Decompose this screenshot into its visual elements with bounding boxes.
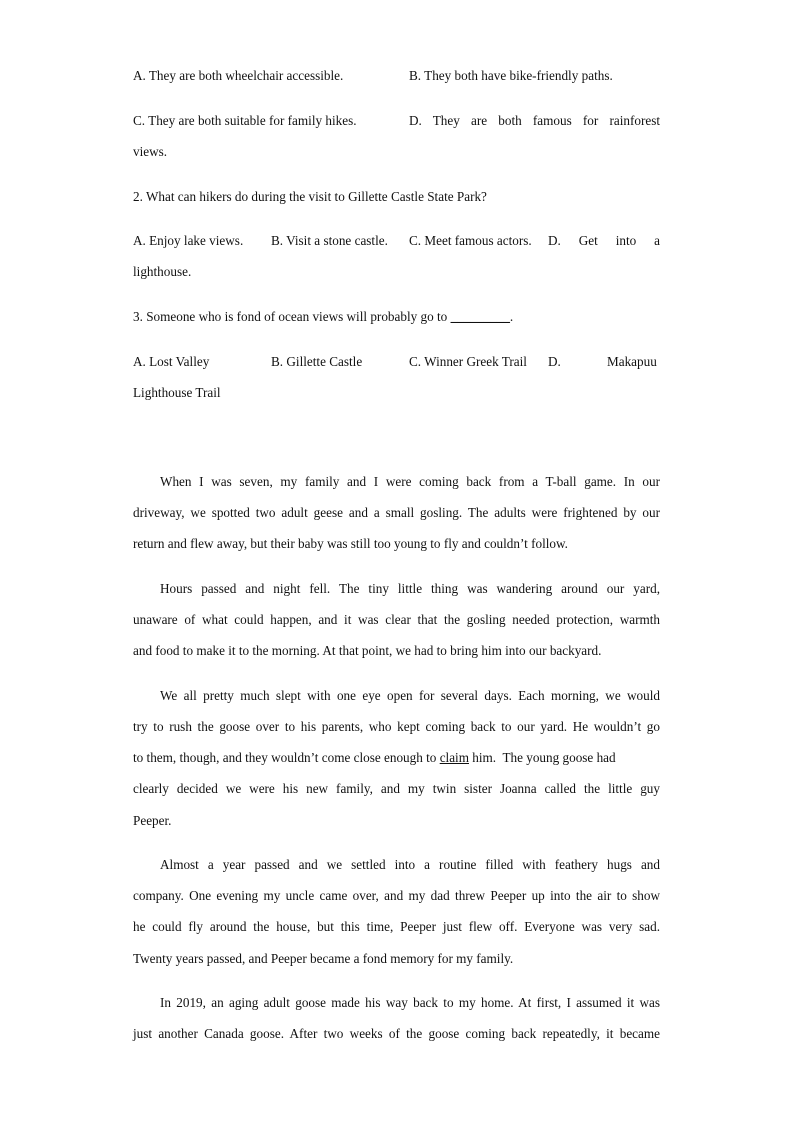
q1-option-d-continued: views. (133, 144, 168, 159)
q1-option-d: D. They are both famous for rainforest (409, 113, 660, 128)
passage-p2-line2: unaware of what could happen, and it was clear that the gosling needed protection, warmth (133, 612, 660, 627)
q2-stem: 2. What can hikers do during the visit to Gillette Castle State Park? (133, 189, 487, 204)
passage-p3-line3-start: to them, though, and they wouldn’t come close enough to (133, 750, 440, 765)
passage-p2-line1: Hours passed and night fell. The tiny little thing was wandering around our yard, (160, 581, 660, 596)
passage-p5-line2: just another Canada goose. After two weeks of the goose coming back repeatedly, it became (133, 1026, 660, 1041)
passage-p3-line2: try to rush the goose over to his parents, who kept coming back to our yard. He wouldn’t go (133, 719, 660, 734)
underlined-word-claim: claim (439, 750, 469, 765)
q3-option-d-continued: Lighthouse Trail (133, 385, 221, 400)
passage-p3-line3 (133, 750, 660, 766)
passage-p3-line1: We all pretty much slept with one eye open for several days. Each morning, we would (160, 688, 660, 703)
q3-stem-text: 3. Someone who is fond of ocean views will probably go to (133, 309, 451, 324)
q3-stem-end: . (509, 309, 514, 324)
q3-option-c: C. Winner Greek Trail (409, 354, 527, 369)
passage-p4-line2: company. One evening my uncle came over, and my dad threw Peeper up into the air to show (133, 888, 660, 903)
passage-p4-line4: Twenty years passed, and Peeper became a fond memory for my family. (133, 951, 514, 966)
q3-option-b: B. Gillette Castle (271, 354, 363, 369)
q1-option-b: B. They both have bike-friendly paths. (409, 68, 613, 83)
q2-option-d-continued: lighthouse. (133, 264, 192, 279)
passage-p4-line3: he could fly around the house, but this time, Peeper just flew off. Everyone was very sad. (133, 919, 660, 934)
q2-option-c: C. Meet famous actors. (409, 233, 532, 248)
q3-option-d-label: D. (548, 354, 561, 369)
q2-option-d: D. Get into a (548, 233, 660, 248)
passage-p1-line1: When I was seven, my family and I were coming back from a T-ball game. In our (160, 474, 660, 489)
passage-p3-line4: clearly decided we were his new family, and my twin sister Joanna called the little guy (133, 781, 660, 796)
passage-p3-line3-end: him. The young goose had (468, 750, 616, 765)
q3-stem (133, 309, 513, 325)
q3-option-a: A. Lost Valley (133, 354, 210, 369)
q2-option-a: A. Enjoy lake views. (133, 233, 244, 248)
q1-option-c: C. They are both suitable for family hikes. (133, 113, 357, 128)
passage-p1-line2: driveway, we spotted two adult geese and a small gosling. The adults were frightened by our (133, 505, 660, 520)
q2-option-b: B. Visit a stone castle. (271, 233, 388, 248)
q1-option-a: A. They are both wheelchair accessible. (133, 68, 344, 83)
passage-p5-line1: In 2019, an aging adult goose made his way back to my home. At first, I assumed it was (160, 995, 660, 1010)
passage-p4-line1: Almost a year passed and we settled into a routine filled with feathery hugs and (160, 857, 660, 872)
q3-answer-blank: _________ (450, 309, 510, 324)
passage-p2-line3: and food to make it to the morning. At that point, we had to bring him into our backyard. (133, 643, 602, 658)
passage-p3-line5: Peeper. (133, 813, 172, 828)
passage-p1-line3: return and flew away, but their baby was still too young to fly and couldn’t follow. (133, 536, 568, 551)
q3-option-d: Makapuu (607, 354, 657, 369)
